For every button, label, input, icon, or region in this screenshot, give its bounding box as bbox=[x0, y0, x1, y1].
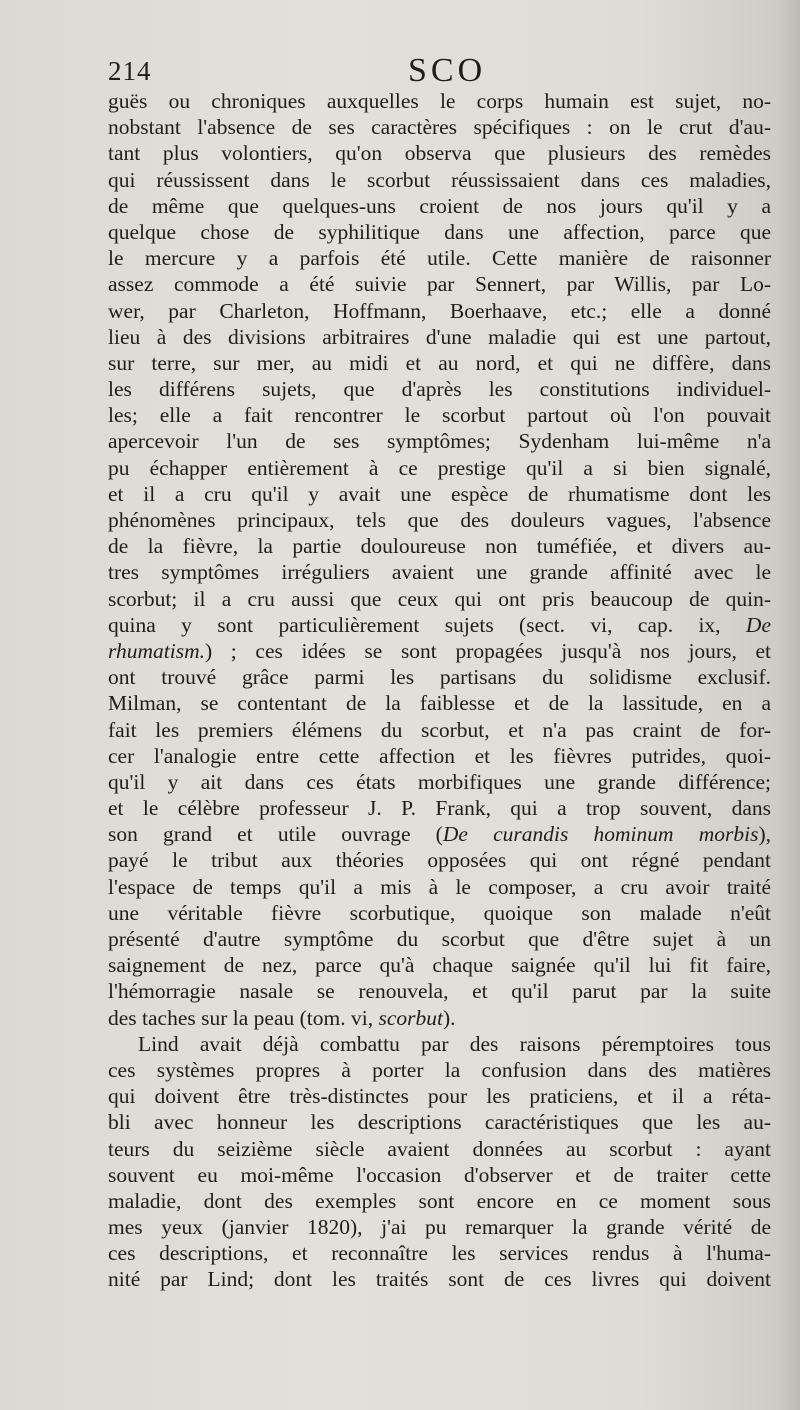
text-line: payé le tribut aux théories opposées qui ont régné pendant bbox=[108, 848, 771, 873]
body-text bbox=[108, 88, 771, 1293]
text-line: le mercure y a parfois été utile. Cette manière de raisonner bbox=[108, 246, 771, 271]
running-head: SCO bbox=[408, 52, 487, 89]
text-line: fait les premiers élémens du scorbut, et n'a pas craint de for- bbox=[108, 717, 771, 742]
text-line: qu'il y ait dans ces états morbifiques une grande différence; bbox=[108, 769, 771, 794]
text-line: phénomènes principaux, tels que des douleurs vagues, l'absence bbox=[108, 508, 771, 532]
text-line: wer, par Charleton, Hoffmann, Boerhaave, etc.; elle a donné bbox=[108, 298, 771, 323]
text-line: Lind avait déjà combattu par des raisons péremptoires tous bbox=[138, 1031, 771, 1056]
text-line bbox=[108, 612, 771, 638]
text-line: nité par Lind; dont les traités sont de ces livres qui doivent bbox=[108, 1267, 771, 1292]
italic-segment: De curandis hominum morbis bbox=[442, 822, 759, 847]
text-line: guës ou chroniques auxquelles le corps humain est sujet, no- bbox=[108, 89, 771, 113]
text-line: sur terre, sur mer, au midi et au nord, et qui ne diffère, dans bbox=[108, 350, 771, 375]
text-segment: ). bbox=[442, 1005, 456, 1030]
text-line: maladie, dont des exemples sont encore en ce moment sous bbox=[108, 1188, 771, 1213]
text-line: Milman, se contentant de la faiblesse et de la lassitude, en a bbox=[108, 691, 771, 716]
text-line: cer l'analogie entre cette affection et les fièvres putrides, quoi- bbox=[108, 743, 771, 768]
text-line: ces systèmes propres à porter la confusion dans des matières bbox=[108, 1057, 771, 1082]
text-line: l'espace de temps qu'il a mis à le composer, a cru avoir traité bbox=[108, 874, 771, 899]
italic-segment: rhumatism. bbox=[108, 638, 205, 663]
text-line: tres symptômes irréguliers avaient une grande affinité avec le bbox=[108, 560, 771, 585]
text-line: assez commode a été suivie par Sennert, par Willis, par Lo- bbox=[108, 272, 771, 297]
text-line: qui doivent être très-distinctes pour les praticiens, et il a réta- bbox=[108, 1084, 771, 1109]
text-segment: son grand et utile ouvrage ( bbox=[108, 822, 443, 847]
text-segment: ) ; ces idées se sont propagées jusqu'à nos jours, et bbox=[204, 638, 771, 663]
text-line: tant plus volontiers, qu'on observa que plusieurs des remèdes bbox=[108, 141, 771, 166]
text-line: et il a cru qu'il y avait une espèce de rhumatisme dont les bbox=[108, 481, 771, 506]
italic-segment: scorbut bbox=[378, 1005, 443, 1030]
text-line: teurs du seizième siècle avaient données au scorbut : ayant bbox=[108, 1136, 771, 1161]
text-line: et le célèbre professeur J. P. Frank, qui a trop souvent, dans bbox=[108, 796, 771, 821]
paragraph-2 bbox=[108, 1031, 771, 1293]
text-line: qui réussissent dans le scorbut réussissaient dans ces maladies, bbox=[108, 167, 771, 192]
text-line: ces descriptions, et reconnaître les services rendus à l'huma- bbox=[108, 1241, 771, 1266]
text-segment: des taches sur la peau (tom. vi, bbox=[108, 1005, 379, 1030]
italic-segment: De bbox=[745, 612, 771, 637]
text-line: lieu à des divisions arbitraires d'une maladie qui est une partout, bbox=[108, 324, 771, 349]
text-segment: quina y sont particulièrement sujets (sect. vi, cap. ix, bbox=[108, 612, 746, 637]
text-line: bli avec honneur les descriptions caractéristiques que les au- bbox=[108, 1110, 771, 1135]
text-line: présenté d'autre symptôme du scorbut que d'être sujet à un bbox=[108, 927, 771, 951]
text-line bbox=[108, 638, 771, 664]
text-line bbox=[108, 1005, 771, 1031]
text-line: de la fièvre, la partie douloureuse non tuméfiée, et divers au- bbox=[108, 534, 771, 559]
text-line: ont trouvé grâce parmi les partisans du solidisme exclusif. bbox=[108, 665, 771, 690]
text-line: apercevoir l'un de ses symptômes; Sydenham lui-même n'a bbox=[108, 429, 771, 454]
text-line: pu échapper entièrement à ce prestige qu'il a si bien signalé, bbox=[108, 455, 771, 480]
text-line: scorbut; il a cru aussi que ceux qui ont pris beaucoup de quin- bbox=[108, 586, 771, 611]
text-line: mes yeux (janvier 1820), j'ai pu remarquer la grande vérité de bbox=[108, 1215, 771, 1240]
text-line: quelque chose de syphilitique dans une affection, parce que bbox=[108, 219, 771, 244]
text-line: souvent eu moi-même l'occasion d'observer et de traiter cette bbox=[108, 1162, 771, 1187]
text-line: les; elle a fait rencontrer le scorbut partout où l'on pouvait bbox=[108, 403, 771, 428]
text-segment: ), bbox=[758, 822, 771, 847]
text-line: les différens sujets, que d'après les constitutions individuel- bbox=[108, 377, 771, 402]
text-line bbox=[108, 821, 771, 847]
page-number: 214 bbox=[108, 56, 152, 86]
text-line: une véritable fièvre scorbutique, quoique son malade n'eût bbox=[108, 900, 771, 925]
paragraph-1 bbox=[108, 88, 771, 1031]
text-line: de même que quelques-uns croient de nos jours qu'il y a bbox=[108, 193, 771, 218]
text-line: nobstant l'absence de ses caractères spécifiques : on le crut d'au- bbox=[108, 115, 771, 140]
text-line: l'hémorragie nasale se renouvela, et qu'il parut par la suite bbox=[108, 979, 771, 1004]
text-line: saignement de nez, parce qu'à chaque saignée qu'il lui fit faire, bbox=[108, 953, 771, 978]
page-header bbox=[108, 52, 760, 92]
